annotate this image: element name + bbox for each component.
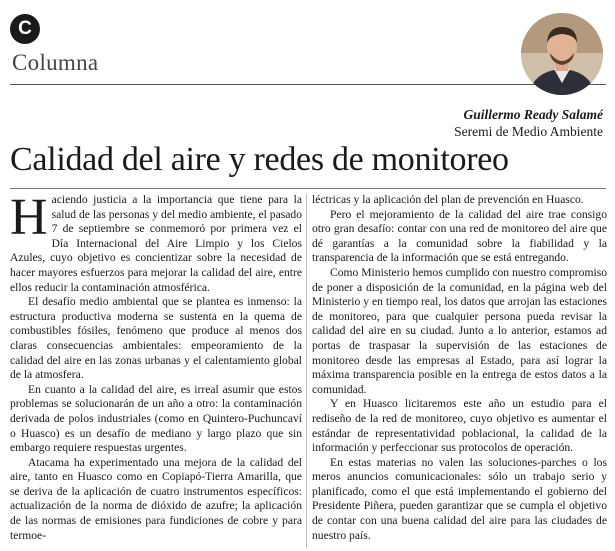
author-portrait-icon xyxy=(521,13,603,95)
paragraph-7: Y en Huasco licitaremos este año un estudio para el rediseño de la red de monitoreo, cuyo objetivo es aumentar el estándar de representatividad poblacional, la calidad de la información y perfeccionar sus protocolos de operación. xyxy=(312,397,607,455)
column-separator xyxy=(306,194,307,548)
section-label: Columna xyxy=(12,50,99,75)
article-column-right xyxy=(312,193,607,543)
column-badge-icon: C xyxy=(10,14,40,44)
paragraph-4-continued: léctricas y la aplicación del plan de prevención en Huasco. xyxy=(312,193,584,206)
paragraph-8: En estas materias no valen las soluciones-parches o los meros anuncios comunicacionales: sólo un trabajo serio y planificado, como el que está implementando el gobierno del Presidente Piñera, pueden garantizar que se cumpla el objetivo de contar con una buena calidad del aire para las ciudades de nuestro país. xyxy=(312,455,607,542)
headline-rule xyxy=(10,188,606,189)
author-photo xyxy=(521,13,603,95)
paragraph-2: El desafío medio ambiental que se plantea es inmenso: la estructura productiva moderna se sustenta en la quema de combustibles fósiles, fenómeno que produce al menos dos claras consecuencias ambientales: empeoramiento de la calidad del aire en las zonas urbanas y el calentamiento global de la atmosfera. xyxy=(10,295,302,382)
top-rule xyxy=(10,84,606,85)
paragraph-6: Como Ministerio hemos cumplido con nuestro compromiso de poner a disposición de la comunidad, en la página web del Ministerio y en tiempo real, los datos que arrojan las estaciones de monitoreo, para que cualquier persona pueda revisar la calidad del aire en su ciudad. Junto a lo anterior, estamos ad portas de traspasar la supervisión de las estaciones de monitoreo desde las empresas al Estado, para así lograr la máxima transparencia posible en la entrega de estos datos a la comunidad. xyxy=(312,265,607,396)
paragraph-5: Pero el mejoramiento de la calidad del aire trae consigo otro gran desafío: contar con una red de monitoreo del aire que dé garantías a la comunidad sobre la fiabilidad y la transparencia de la información que se está entregando. xyxy=(312,207,607,265)
paragraph-3: En cuanto a la calidad del aire, es irreal asumir que estos problemas se solucionarán de un año a otro: la contaminación derivada de polos industriales (como en Quintero-Puchuncaví o Huasco) es un desafío de mediano y largo plazo que sin embargo requiere respuestas urgentes. xyxy=(10,382,302,455)
paragraph-1 xyxy=(10,189,302,295)
author-byline xyxy=(454,106,603,140)
drop-cap: H xyxy=(10,189,48,246)
author-role: Seremi de Medio Ambiente xyxy=(454,124,603,139)
paragraph-1-text: aciendo justicia a la importancia que tiene para la salud de las personas y del medio ambiente, el pasado 7 de septiembre se conmemoró por primera vez el Día Internacional del Aire Limpio y los Cielos Azules, cuyo objetivo es concientizar sobre la necesidad de hacer mayores esfuerzos para mejorar la calidad del aire, entre ellos reducir la contaminación atmosférica. xyxy=(10,193,302,294)
paragraph-4: Atacama ha experimentado una mejora de la calidad del aire, tanto en Huasco como en Copiapó-Tierra Amarilla, que se deriva de la aplicación de cuatro instrumentos específicos: actualización de la norma de dióxido de azufre; la aplicación de las normas de emisiones para fundiciones de cobre y para termoe- xyxy=(10,455,302,542)
article-column-left xyxy=(10,189,302,543)
author-name: Guillermo Ready Salamé xyxy=(463,107,603,122)
article-headline: Calidad del aire y redes de monitoreo xyxy=(10,141,509,178)
